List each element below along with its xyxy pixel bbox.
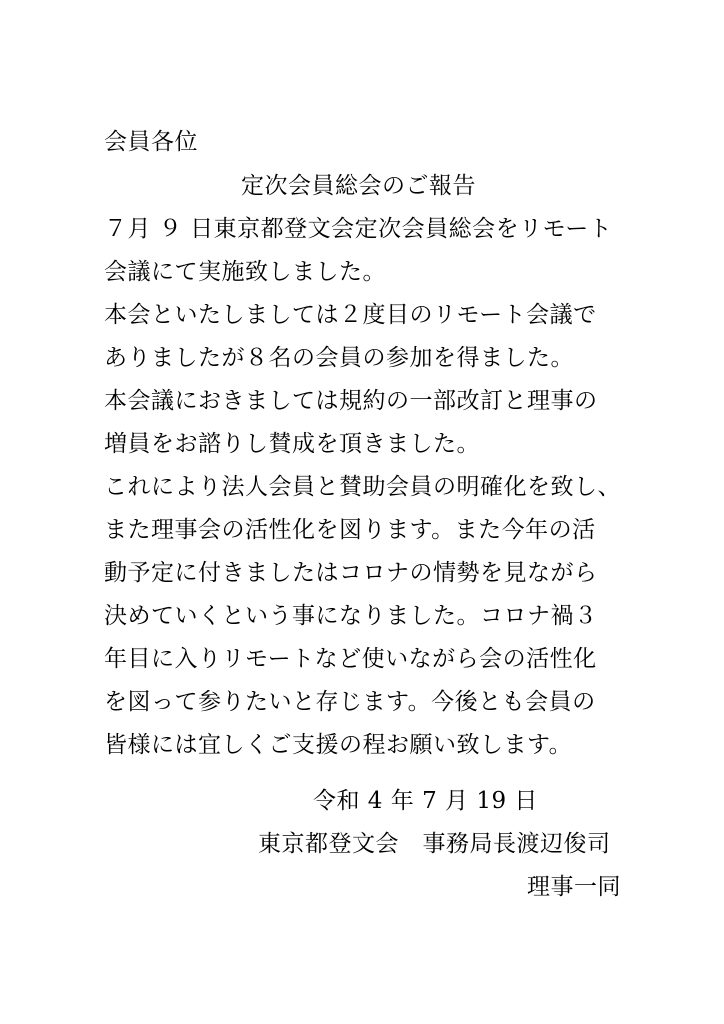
- body-line-6: 増員をお諮りし賛成を頂きました。: [104, 431, 480, 457]
- body-line-3: 本会といたしましては２度目のリモート会議で: [104, 302, 597, 328]
- signoff: 理事一同: [527, 874, 621, 900]
- body-line-10: 決めていくという事になりました。コロナ禍３: [104, 603, 598, 629]
- document-title: 定次会員総会のご報告: [241, 173, 476, 199]
- body-line-2: 会議にて実施致しました。: [104, 259, 386, 285]
- body-line-11: 年目に入りリモートなど使いながら会の活性化: [104, 646, 597, 672]
- body-line-8: また理事会の活性化を図ります。また今年の活: [104, 517, 596, 543]
- body-line-1: ７月 ９ 日東京都登文会定次会員総会をリモート: [104, 216, 613, 242]
- body-line-4: ありましたが８名の会員の参加を得ました。: [104, 345, 574, 371]
- body-line-13: 皆様には宜しくご支援の程お願い致します。: [104, 732, 573, 758]
- body-line-5: 本会議におきましては規約の一部改訂と理事の: [104, 388, 598, 414]
- sender-name: 東京都登文会 事務局長渡辺俊司: [258, 831, 611, 857]
- body-line-12: を図って参りたいと存じます。今後とも会員の: [104, 689, 596, 715]
- body-line-7: これにより法人会員と賛助会員の明確化を致し、: [104, 474, 621, 500]
- letter-date: 令和 4 年 7 月 19 日: [313, 788, 538, 814]
- salutation: 会員各位: [104, 129, 198, 155]
- body-line-9: 動予定に付きましたはコロナの情勢を見ながら: [104, 560, 598, 586]
